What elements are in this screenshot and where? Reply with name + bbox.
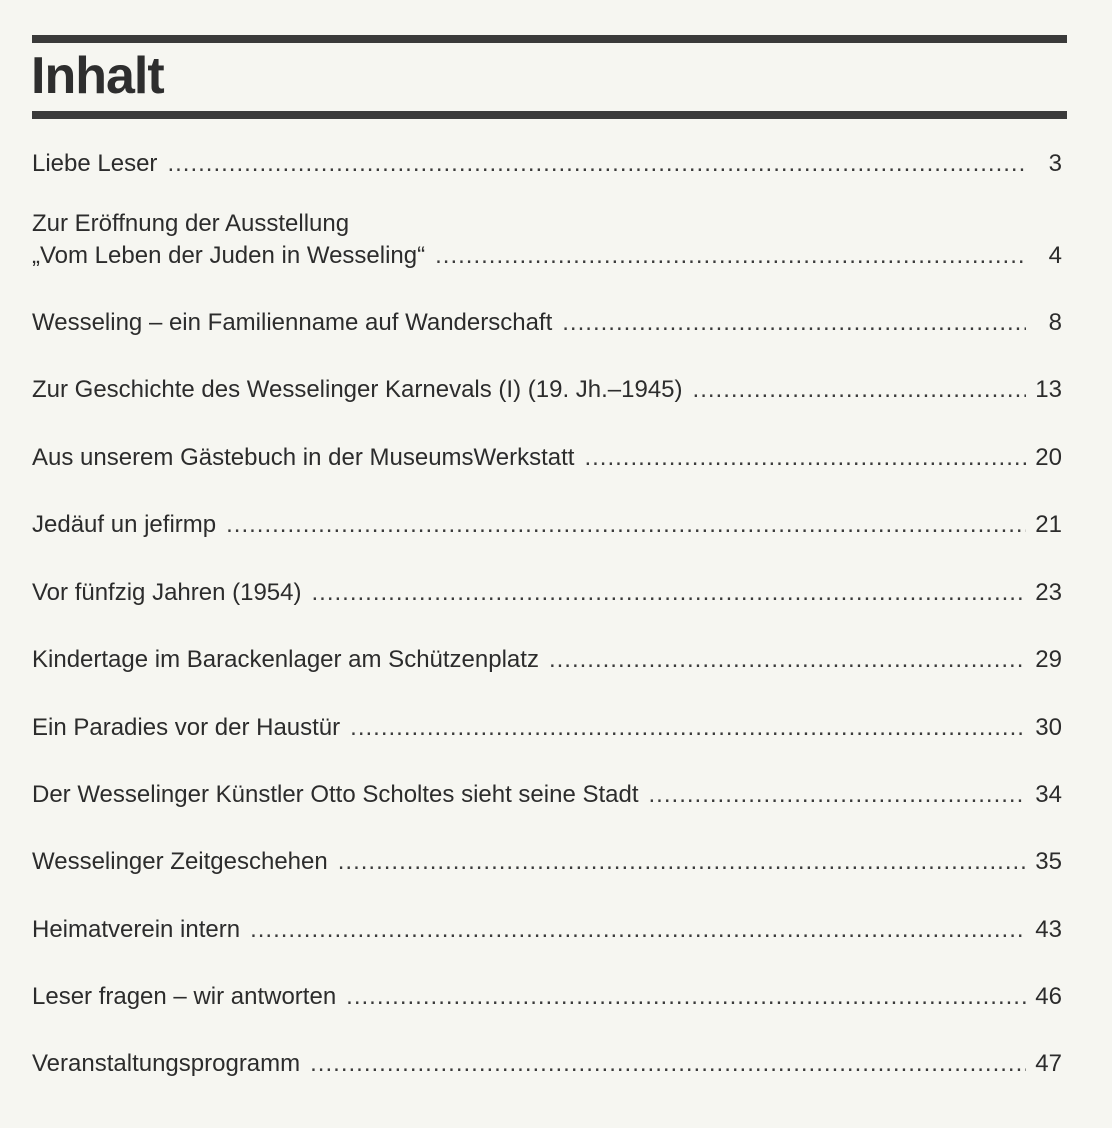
toc-entry xyxy=(32,712,1062,744)
dot-leader xyxy=(562,307,1026,339)
toc-entry xyxy=(32,846,1062,878)
toc-entry-title: Leser fragen – wir antworten xyxy=(32,983,337,1010)
dot-leader xyxy=(649,779,1026,811)
title-underline-rule xyxy=(32,111,1067,119)
toc-entry xyxy=(32,1048,1062,1080)
toc-entry-page: 35 xyxy=(1035,848,1062,875)
toc-entry-title: Ein Paradies vor der Haustür xyxy=(32,714,341,741)
toc-entry xyxy=(32,148,1062,180)
toc-entry-page: 20 xyxy=(1035,444,1062,471)
toc-entry-page: 8 xyxy=(1048,309,1062,336)
toc-entry xyxy=(32,208,1062,272)
toc-entry xyxy=(32,509,1062,541)
toc-entry xyxy=(32,442,1062,474)
toc-entry xyxy=(32,981,1062,1013)
toc-entry-page: 30 xyxy=(1035,714,1062,741)
dot-leader xyxy=(549,644,1026,676)
toc-entry-title: Jedäuf un jefirmp xyxy=(32,511,217,538)
dot-leader xyxy=(693,374,1026,406)
toc-entry-title: Kindertage im Barackenlager am Schützenplatz xyxy=(32,646,539,673)
toc-entry xyxy=(32,644,1062,676)
dot-leader xyxy=(312,577,1027,609)
toc-entry-page: 4 xyxy=(1048,242,1062,269)
dot-leader xyxy=(310,1048,1026,1080)
toc-entry-page: 47 xyxy=(1035,1050,1062,1077)
toc-entry xyxy=(32,914,1062,946)
dot-leader xyxy=(584,442,1026,474)
dot-leader xyxy=(226,509,1026,541)
toc-entry-title: Wesselinger Zeitgeschehen xyxy=(32,848,328,875)
toc-entry-title: Heimatverein intern xyxy=(32,916,241,943)
toc-entry-page: 43 xyxy=(1035,916,1062,943)
toc-entry-title: Veranstaltungsprogramm xyxy=(32,1050,301,1077)
toc-entry-page: 29 xyxy=(1035,646,1062,673)
dot-leader xyxy=(250,914,1026,946)
toc-entry-title: Zur Geschichte des Wesselinger Karnevals (I) (19. Jh.–1945) xyxy=(32,376,683,403)
dot-leader xyxy=(346,981,1026,1013)
toc-entry-title: Der Wesselinger Künstler Otto Scholtes sieht seine Stadt xyxy=(32,781,639,808)
toc-entry xyxy=(32,374,1062,406)
toc-entry xyxy=(32,779,1062,811)
page-title: Inhalt xyxy=(31,47,164,105)
toc-entry-page: 21 xyxy=(1035,511,1062,538)
toc-entry-title-line-1: Zur Eröffnung der Ausstellung xyxy=(32,210,350,237)
toc-entry-title: Aus unserem Gästebuch in der MuseumsWerkstatt xyxy=(32,444,575,471)
toc-entry-page: 34 xyxy=(1035,781,1062,808)
dot-leader xyxy=(350,712,1026,744)
toc-entry-title: Liebe Leser xyxy=(32,150,158,177)
dot-leader xyxy=(338,846,1026,878)
toc-entry xyxy=(32,577,1062,609)
dot-leader xyxy=(435,240,1026,272)
toc-entry xyxy=(32,307,1062,339)
toc-entry-title-line-2: „Vom Leben der Juden in Wesseling“ xyxy=(32,242,426,269)
toc-entry-page: 13 xyxy=(1035,376,1062,403)
toc-entry-page: 46 xyxy=(1035,983,1062,1010)
toc-entry-page: 3 xyxy=(1048,150,1062,177)
toc-entry-title: Vor fünfzig Jahren (1954) xyxy=(32,579,302,606)
toc-entry-title: Wesseling – ein Familienname auf Wanderschaft xyxy=(32,309,553,336)
toc-entry-page: 23 xyxy=(1035,579,1062,606)
dot-leader xyxy=(167,148,1026,180)
top-rule xyxy=(32,35,1067,43)
